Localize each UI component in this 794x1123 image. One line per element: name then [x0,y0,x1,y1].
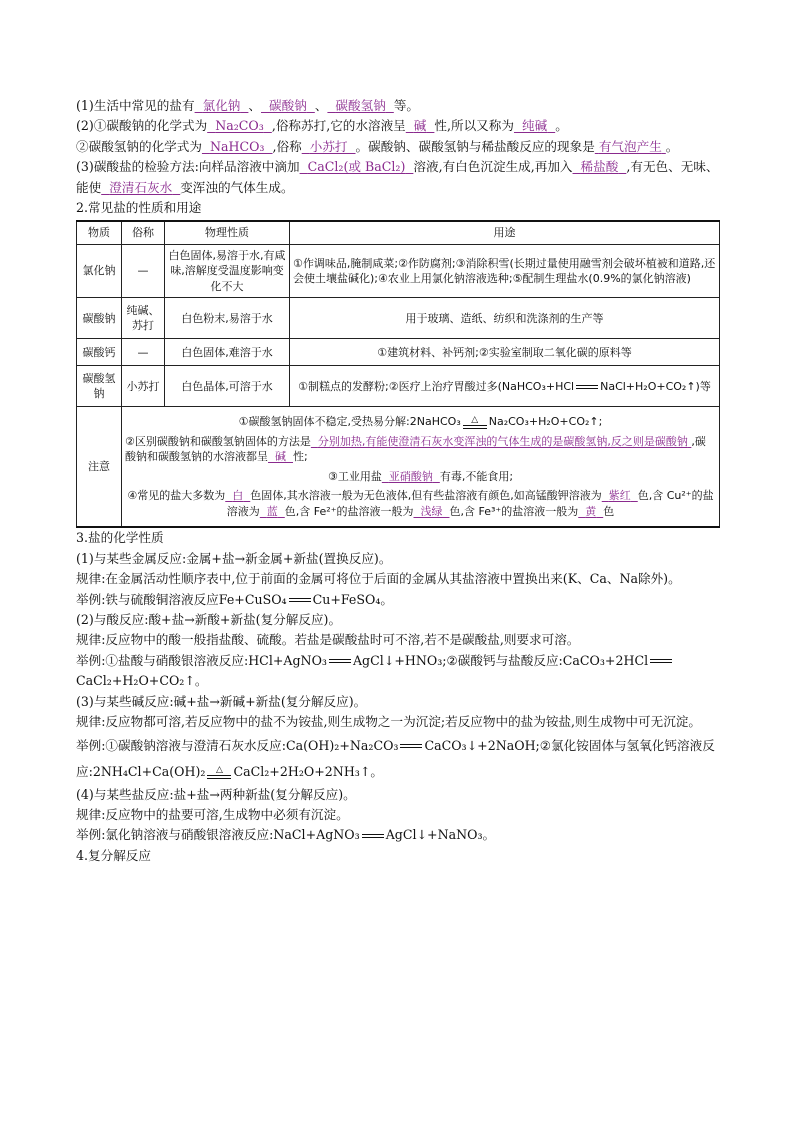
answer-blank [414,505,450,518]
text: CaCl₂+2H₂O+2NH₃↑。 [233,763,383,779]
paragraph [76,651,720,692]
text: 举例:①碳酸钠溶液与澄清石灰水反应:Ca(OH)₂+Na₂CO₃ [76,737,399,753]
text: Na₂CO₃+H₂O+CO₂↑; [488,415,603,429]
answer-blank [602,489,638,502]
text: 性,所以又称为 [434,118,514,134]
paragraph: (3)与某些碱反应:碱+盐→新碱+新盐(复分解反应)。 [76,693,367,709]
table-row [77,339,720,366]
cell-notes [122,407,720,528]
equals-sign [463,425,487,429]
text: ,有无色、无味、能使 [76,159,719,195]
answer-blank [595,139,666,154]
paragraph [76,733,720,785]
header-cell: 俗称 [122,221,165,244]
paragraph: (2)与酸反应:酸+盐→新酸+新盐(复分解反应)。 [76,612,342,628]
text: (3)碳酸盐的检验方法:向样品溶液中滴加 [76,159,300,175]
answer-text: 有气泡产生 [598,138,662,154]
equals-sign [576,385,598,389]
answer-blank [202,139,273,154]
paragraph: 规律:在金属活动性顺序表中,位于前面的金属可将位于后面的金属从其盐溶液中置换出来(K、Ca、Na除外)。 [76,571,681,587]
answer-text: 澄清石灰水 [109,179,173,195]
text: 。 [665,138,679,154]
cell-use [290,366,720,407]
text: AgCl↓+HNO₃;②碳酸钙与盐酸反应:CaCO₃+2HCl [352,652,649,668]
answer-text: NaHCO₃ [209,138,265,154]
answer-text: Na₂CO₃ [215,118,264,134]
section-4-title: 4.复分解反应 [76,847,151,863]
text: ,俗称 [272,138,302,154]
s1-line1 [76,96,720,116]
note-4 [125,488,716,519]
answer-blank [311,435,692,448]
answer-text: 纯碱 [521,118,548,134]
answer-text: 紫红 [608,489,631,503]
salt-properties-table [76,220,720,528]
paragraph: 规律:反应物都可溶,若反应物中的盐不为铵盐,则生成物之一为沉淀;若反应物中的盐为铵盐,则生成物中可无沉淀。 [76,714,701,730]
document-page [76,96,720,866]
cell-physical: 白色固体,易溶于水,有咸味,溶解度受温度影响变化不大 [165,244,290,298]
cell-alias: — [122,244,165,298]
table-row [77,298,720,339]
s1-line2 [76,116,720,136]
equals-sign [289,598,311,602]
answer-blank [578,505,603,518]
cell-physical: 白色晶体,可溶于水 [165,366,290,407]
header-cell: 物质 [77,221,122,244]
answer-blank [195,98,249,113]
cell-alias: 小苏打 [122,366,165,407]
answer-text: 亚硝酸钠 [388,469,433,483]
text: NaCl+H₂O+CO₂↑)等 [600,379,711,393]
paragraph: (1)与某些金属反应:金属+盐→新金属+新盐(置换反应)。 [76,550,392,566]
text: 等。 [393,98,419,113]
section-3-title: 3.盐的化学性质 [76,530,164,546]
text: 举例:铁与硫酸铜溶液反应Fe+CuSO₄ [76,591,287,607]
text: 变浑浊的气体生成。 [180,179,294,195]
section-2-title: 2.常见盐的性质和用途 [76,200,202,216]
answer-blank [382,470,440,483]
text: CaCl₂+H₂O+CO₂↑。 [76,673,208,689]
text: ①碳酸氢钠固体不稳定,受热易分解:2NaHCO₃ [238,415,461,429]
text: ②区别碳酸钠和碳酸氢钠固体的方法是 [125,434,311,448]
text: 举例:氯化钠溶液与硝酸银溶液反应:NaCl+AgNO₃ [76,827,360,843]
answer-blank [327,98,393,113]
text: (1)生活中常见的盐有 [76,98,195,113]
heat-symbol: △ [215,764,223,775]
text: ④常见的盐大多数为 [127,489,226,503]
answer-blank [406,118,435,133]
paragraph [76,825,720,845]
s1-line4 [76,157,720,198]
equals-sign [207,775,231,779]
answer-text: 碱 [275,450,286,464]
text: ③工业用盐 [327,469,382,483]
text: ,碳酸钠和碳酸氢钠的水溶液都呈 [125,434,706,464]
answer-blank [225,489,250,502]
equals-sign [329,659,351,663]
cell-name: 碳酸氢钠 [77,366,122,407]
answer-blank [101,180,180,195]
header-cell: 物理性质 [165,221,290,244]
text: 色,含 Fe²⁺的盐溶液一般为 [284,504,414,518]
text: (2)①碳酸钠的化学式为 [76,118,208,134]
answer-text: 小苏打 [309,138,348,154]
answer-blank [261,98,315,113]
text: 色固体,其水溶液一般为无色液体,但有些盐溶液有颜色,如高锰酸钾溶液为 [250,489,602,503]
text: AgCl↓+NaNO₃。 [385,827,496,843]
text: Cu+FeSO₄。 [312,591,393,607]
cell-use: ①作调味品,腌制咸菜;②作防腐剂;③消除积雪(长期过量使用融雪剂会破坏植被和道路,还会使土壤盐碱化);④农业上用氯化钠溶液选种;⑤配制生理盐水(0.9%的氯化钠溶液) [290,244,720,298]
text: 有毒,不能食用; [439,469,514,483]
text: 性; [293,450,308,464]
text: 溶液,有白色沉淀生成,再加入 [413,159,573,175]
heating-condition [463,416,487,429]
paragraph [76,590,720,610]
answer-text: CaCl₂(或 BaCl₂) [307,159,406,175]
answer-text: 氯化钠 [202,98,241,113]
equals-sign [362,834,384,838]
text: 色,含 Fe³⁺的盐溶液一般为 [449,504,579,518]
table-note-row [77,407,720,528]
cell-use: ①建筑材料、补钙剂;②实验室制取二氧化碳的原料等 [290,339,720,366]
heating-condition [207,766,231,779]
text: 。碳酸钠、碳酸氢钠与稀盐酸反应的现象是 [355,138,595,154]
text: ②碳酸氢钠的化学式为 [76,138,202,154]
answer-blank [268,450,293,463]
answer-blank [302,139,356,154]
cell-physical: 白色粉末,易溶于水 [165,298,290,339]
header-cell: 用途 [290,221,720,244]
cell-alias: 纯碱、苏打 [122,298,165,339]
text: 举例:①盐酸与硝酸银溶液反应:HCl+AgNO₃ [76,652,327,668]
text: 、 [248,98,261,113]
answer-text: 碳酸钠 [269,98,307,113]
text: ①制糕点的发酵粉;②医疗上治疗胃酸过多(NaHCO₃+HCl [298,379,575,393]
cell-note-label: 注意 [77,407,122,528]
answer-text: 浅绿 [420,504,443,518]
answer-blank [573,159,627,174]
text: CaCO₃↓+2NaOH;②氯化铵固体与氢氧化钙溶液反应:2NH₄Cl+Ca(OH)₂ [76,737,715,779]
cell-physical: 白色固体,难溶于水 [165,339,290,366]
answer-text: 黄 [585,504,597,518]
cell-use: 用于玻璃、造纸、纺织和洗涤剂的生产等 [290,298,720,339]
text: 。 [555,118,568,134]
table-row [77,244,720,298]
text: 色,含 Cu²⁺的盐溶液为 [226,489,714,518]
cell-name: 碳酸钠 [77,298,122,339]
answer-text: 白 [232,489,244,503]
note-3 [125,469,716,485]
equals-sign [650,659,672,663]
paragraph: (4)与某些盐反应:盐+盐→两种新盐(复分解反应)。 [76,786,356,802]
text: 、 [314,98,328,113]
cell-name: 碳酸钙 [77,339,122,366]
answer-blank [300,159,414,174]
answer-blank [260,505,285,518]
answer-blank [514,118,555,133]
equals-sign [400,744,422,748]
answer-text: 碱 [413,118,427,134]
answer-text: 蓝 [266,504,278,518]
cell-alias: — [122,339,165,366]
paragraph: 规律:反应物中的酸一般指盐酸、硫酸。若盐是碳酸盐时可不溶,若不是碳酸盐,则要求可溶。 [76,632,580,648]
answer-text: 稀盐酸 [580,159,619,175]
paragraph: 规律:反应物中的盐要可溶,生成物中必须有沉淀。 [76,806,349,822]
answer-blank [207,118,272,133]
table-row [77,366,720,407]
table-header-row [77,221,720,244]
s1-line3 [76,137,720,157]
note-1 [125,414,716,430]
heat-symbol: △ [471,414,479,425]
answer-text: 碳酸氢钠 [335,98,386,113]
text: 色 [603,504,615,518]
note-2 [125,434,716,465]
text: ,俗称苏打,它的水溶液呈 [271,118,406,134]
answer-text: 分别加热,有能使澄清石灰水变浑浊的气体生成的是碳酸氢钠,反之则是碳酸钠 [317,434,688,448]
cell-name: 氯化钠 [77,244,122,298]
